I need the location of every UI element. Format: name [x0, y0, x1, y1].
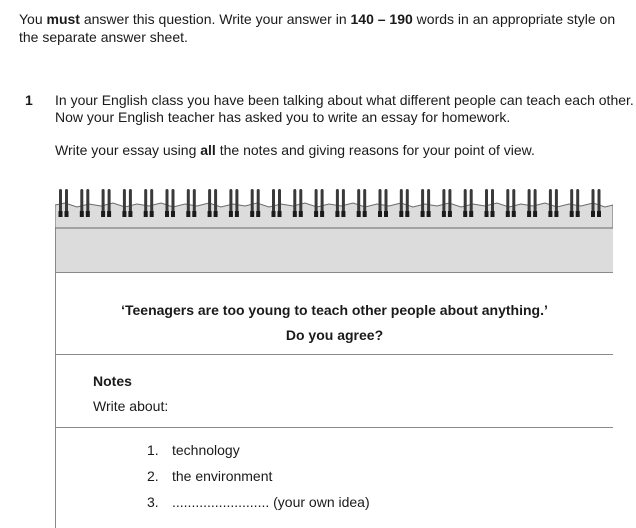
spiral-hole	[485, 211, 489, 217]
spiral-hole	[597, 211, 601, 217]
spiral-hole	[463, 211, 467, 217]
instructions-text	[19, 10, 631, 46]
spiral-hole	[591, 211, 595, 217]
list-item	[147, 494, 370, 510]
spiral-hole	[65, 211, 69, 217]
spiral-hole	[554, 211, 558, 217]
spiral-hole	[576, 211, 580, 217]
list-item-text: ......................... (your own idea)	[172, 494, 370, 510]
spiral-hole	[378, 211, 382, 217]
spiral-hole	[165, 211, 169, 217]
spiral-hole	[548, 211, 552, 217]
question-task-emphasis: all	[200, 142, 216, 158]
spiral-hole	[363, 211, 367, 217]
spiral-hole	[506, 211, 510, 217]
statement-panel	[56, 273, 613, 355]
spiral-hole	[256, 211, 260, 217]
notes-panel	[56, 355, 613, 428]
question-task	[55, 142, 635, 159]
spiral-hole	[208, 211, 212, 217]
spiral-hole	[80, 211, 84, 217]
spiral-hole	[335, 211, 339, 217]
question-context-line1: In your English class you have been talking about what different people can teach each other.	[55, 92, 634, 108]
list-item-number: 3.	[147, 494, 159, 510]
question-task-part1: Write your essay using	[55, 142, 201, 158]
spiral-hole	[128, 211, 132, 217]
spiral-hole	[250, 211, 254, 217]
instructions-part2: answer this question. Write your answer in	[79, 11, 351, 27]
question-context	[55, 92, 635, 126]
spiral-hole	[405, 211, 409, 217]
spiral-hole	[399, 211, 403, 217]
question-task-part2: the notes and giving reasons for your point of view.	[215, 142, 535, 158]
question-context-line2: Now your English teacher has asked you to write an essay for homework.	[55, 109, 511, 125]
spiral-hole	[527, 211, 531, 217]
essay-statement-quote: ‘Teenagers are too young to teach other people about anything.’	[121, 302, 548, 318]
notes-list-panel	[56, 428, 613, 528]
notes-subheading: Write about:	[93, 398, 169, 414]
list-item	[147, 442, 240, 458]
list-item-number: 2.	[147, 468, 159, 484]
notebook-header-band	[56, 227, 613, 273]
list-item-number: 1.	[147, 442, 159, 458]
spiral-hole	[150, 211, 154, 217]
spiral-hole	[86, 211, 90, 217]
spiral-hole	[214, 211, 218, 217]
notes-heading: Notes	[93, 373, 132, 389]
question-number: 1	[25, 92, 33, 108]
spiral-hole	[299, 211, 303, 217]
spiral-hole	[192, 211, 196, 217]
spiral-hole	[512, 211, 516, 217]
spiral-hole	[186, 211, 190, 217]
spiral-hole	[320, 211, 324, 217]
instructions-part3: words in an appropriate style on the separate answer sheet.	[19, 11, 616, 45]
spiral-hole	[442, 211, 446, 217]
spiral-hole	[278, 211, 282, 217]
spiral-hole	[229, 211, 233, 217]
spiral-hole	[107, 211, 111, 217]
spiral-hole	[533, 211, 537, 217]
spiral-hole	[59, 211, 63, 217]
spiral-hole	[469, 211, 473, 217]
spiral-hole	[122, 211, 126, 217]
spiral-hole	[144, 211, 148, 217]
spiral-hole	[293, 211, 297, 217]
spiral-binding-icon	[55, 185, 613, 230]
spiral-hole	[421, 211, 425, 217]
spiral-hole	[314, 211, 318, 217]
spiral-hole	[427, 211, 431, 217]
list-item-text: the environment	[172, 468, 273, 484]
essay-statement	[56, 298, 613, 348]
spiral-hole	[101, 211, 105, 217]
spiral-hole	[272, 211, 276, 217]
notebook-card	[55, 185, 613, 528]
essay-statement-prompt: Do you agree?	[285, 327, 384, 343]
spiral-hole	[448, 211, 452, 217]
spiral-hole	[341, 211, 345, 217]
spiral-hole	[570, 211, 574, 217]
list-item-text: technology	[172, 442, 240, 458]
instructions-emphasis-must: must	[46, 11, 80, 27]
spiral-hole	[235, 211, 239, 217]
spiral-hole	[357, 211, 361, 217]
spiral-hole	[491, 211, 495, 217]
list-item	[147, 468, 272, 484]
instructions-emphasis-word-count: 140 – 190	[350, 11, 413, 27]
spiral-hole	[384, 211, 388, 217]
spiral-hole	[171, 211, 175, 217]
instructions-part1: You	[19, 11, 47, 27]
